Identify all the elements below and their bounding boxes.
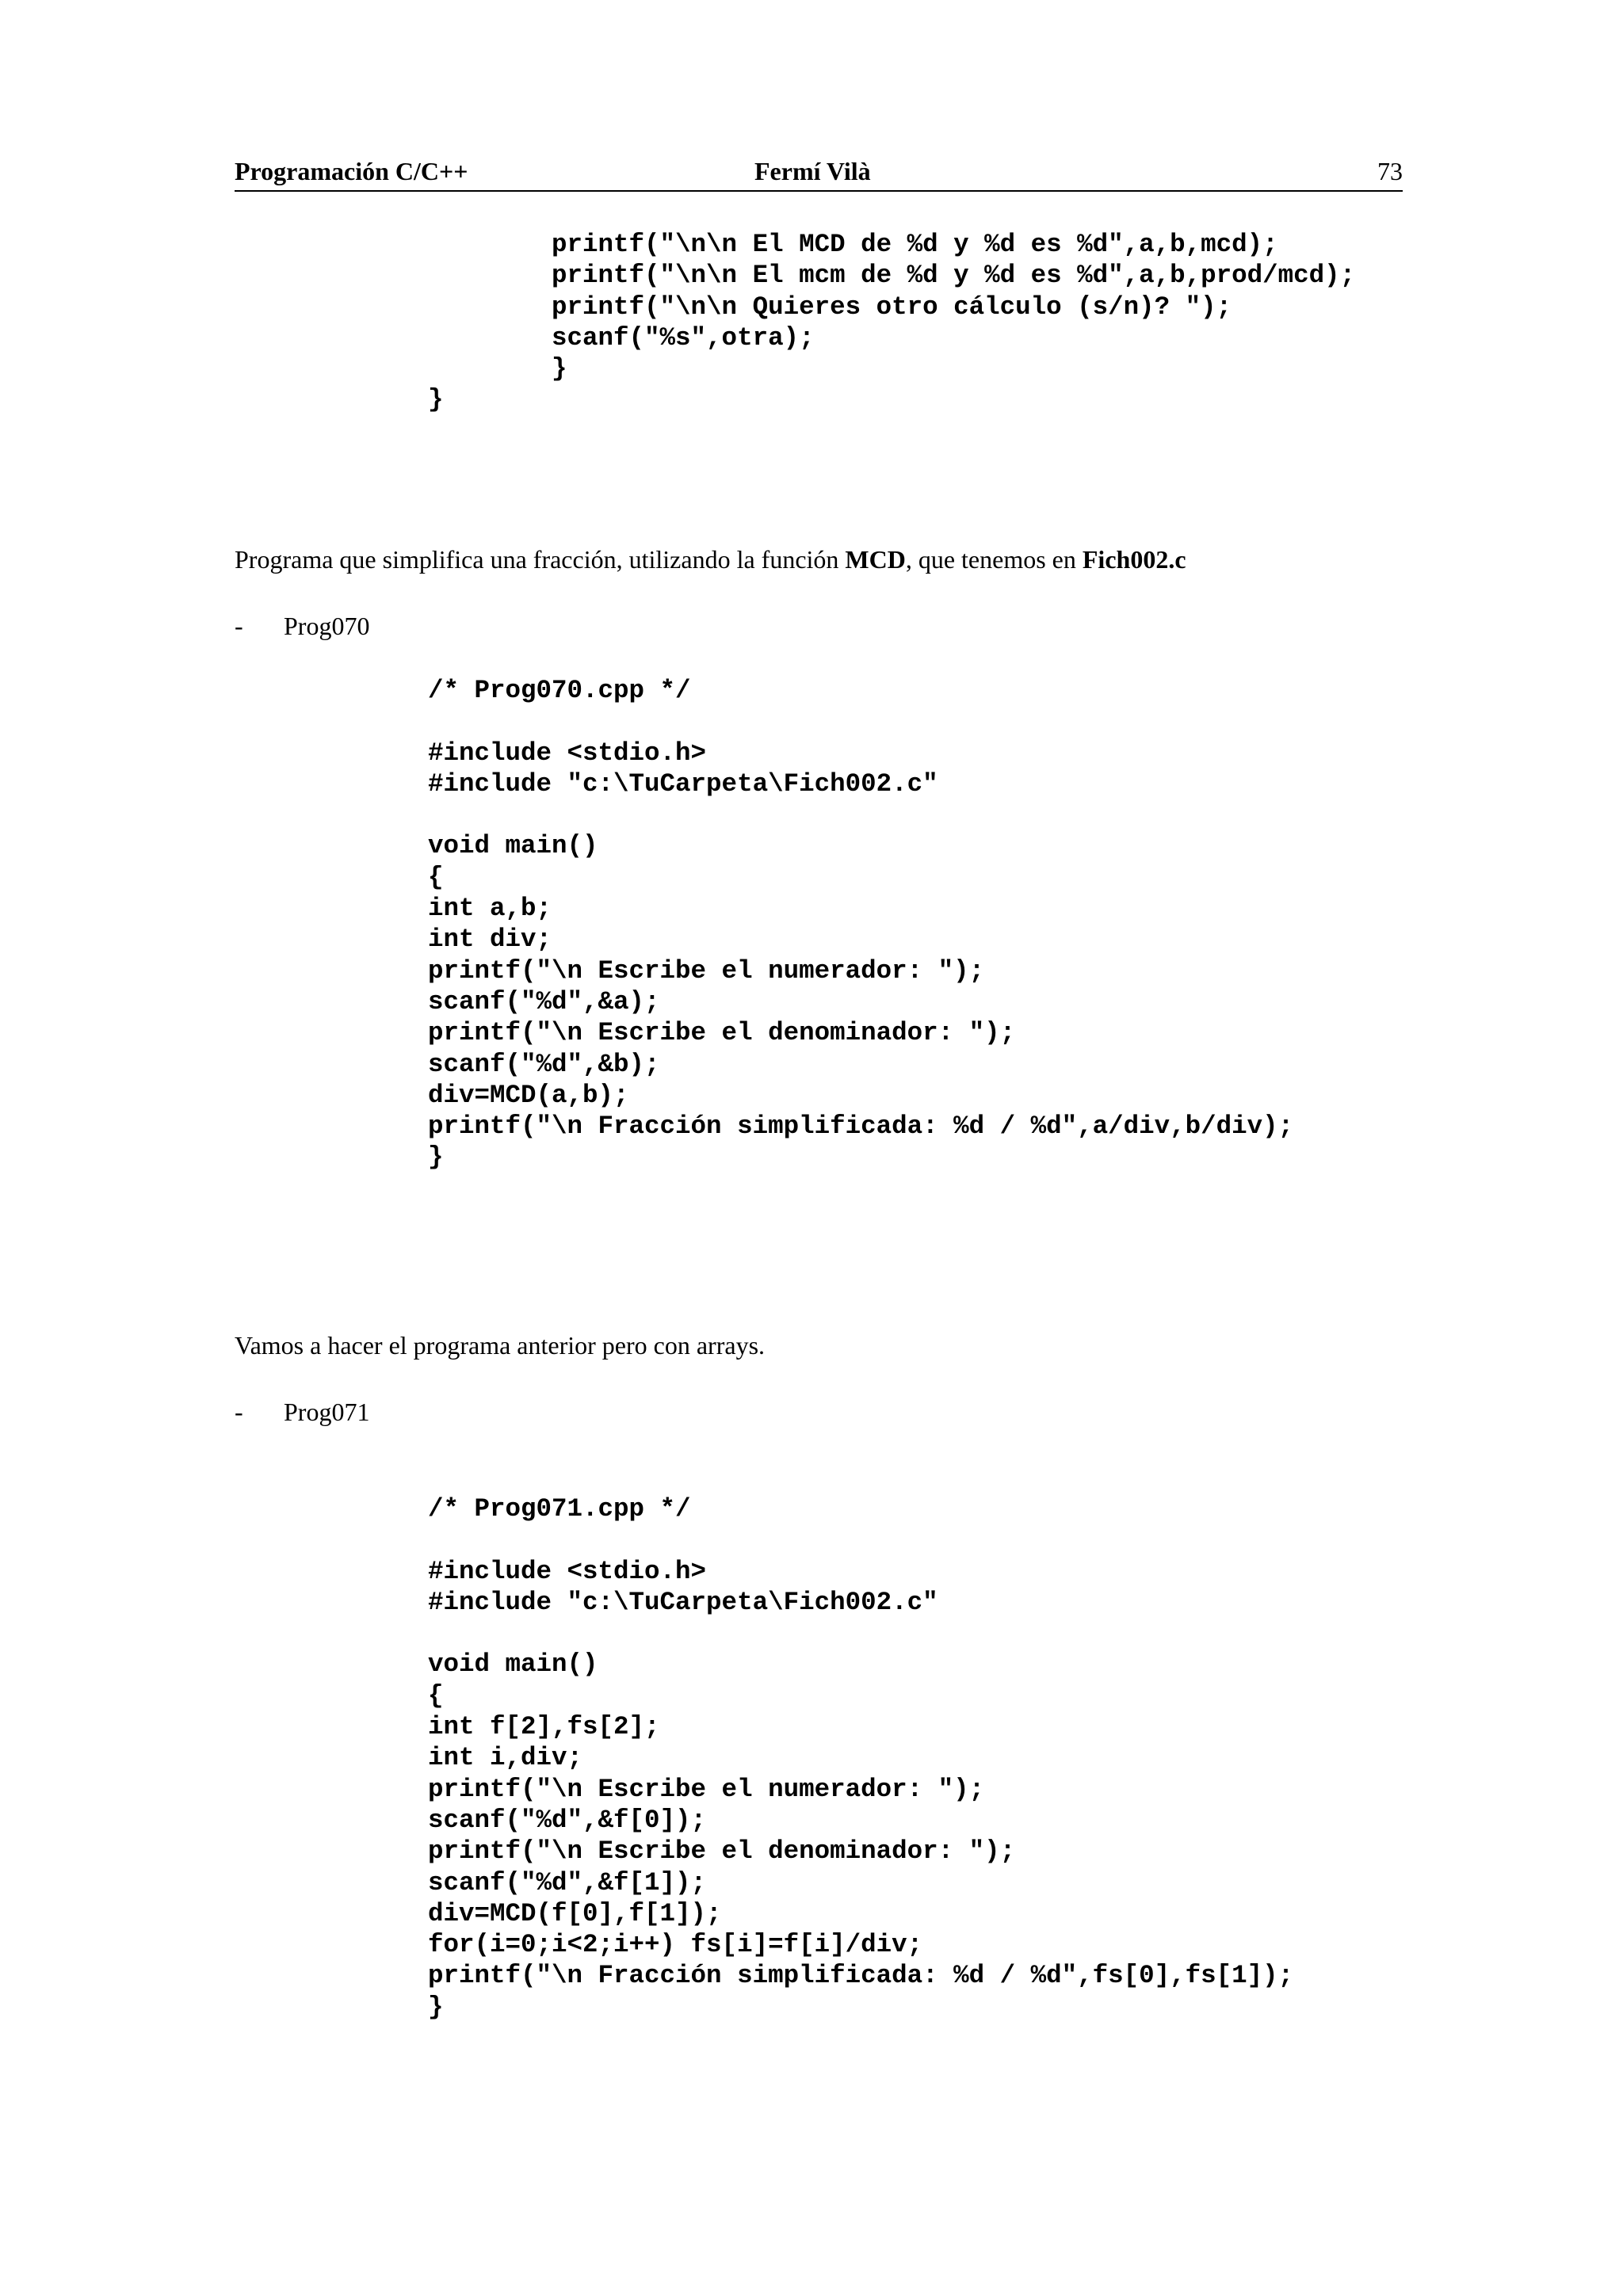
code-line: printf("\n\n El MCD de %d y %d es %d",a,b,mcd); (428, 230, 1278, 259)
code-line: scanf("%s",otra); (428, 322, 815, 353)
code-line: printf("\n Escribe el numerador: "); (428, 1774, 985, 1804)
code-line: int f[2],fs[2]; (428, 1712, 660, 1742)
code-line: scanf("%d",&f[0]); (428, 1805, 707, 1835)
code-line: } (428, 354, 567, 384)
code-line: { (428, 1680, 444, 1711)
code-line: div=MCD(f[0],f[1]); (428, 1898, 722, 1928)
code-line: printf("\n Escribe el denominador: "); (428, 1836, 1016, 1867)
paragraph-arrays: Vamos a hacer el programa anterior pero con arrays. (235, 1331, 766, 1360)
header-author: Fermí Vilà (754, 157, 871, 185)
code-line: } (428, 1992, 444, 2022)
list-dash: - (235, 1398, 243, 1426)
code-line: printf("\n Escribe el numerador: "); (428, 955, 985, 986)
code-line: int div; (428, 925, 552, 955)
code-block-prog070 (428, 675, 1293, 1173)
list-item-label: Prog071 (284, 1398, 370, 1426)
code-line: #include "c:\TuCarpeta\Fich002.c" (428, 769, 938, 799)
code-line: scanf("%d",&b); (428, 1049, 660, 1079)
code-line: #include <stdio.h> (428, 738, 707, 768)
header-page-number: 73 (1377, 157, 1403, 185)
list-dash: - (235, 612, 243, 640)
code-block-continuation (428, 229, 1355, 416)
code-line: } (428, 1142, 444, 1173)
code-line (428, 799, 1293, 830)
paragraph-bold-filename: Fich002.c (1082, 545, 1186, 574)
code-line: printf("\n\n Quieres otro cálculo (s/n)? "); (428, 292, 1232, 322)
code-line: scanf("%d",&a); (428, 986, 660, 1016)
code-line: #include <stdio.h> (428, 1556, 707, 1586)
code-line: printf("\n Escribe el denominador: "); (428, 1018, 1016, 1048)
list-item-label: Prog070 (284, 612, 370, 640)
code-line: int a,b; (428, 894, 552, 924)
code-block-prog071 (428, 1493, 1293, 2023)
code-line: void main() (428, 831, 598, 861)
code-line: printf("\n Fracción simplificada: %d / %d",a/div,b/div); (428, 1112, 1294, 1142)
paragraph-text-before: Programa que simplifica una fracción, utilizando la función (235, 545, 846, 574)
header-book-title: Programación C/C++ (235, 157, 468, 185)
code-line: /* Prog071.cpp */ (428, 1494, 691, 1524)
code-line: { (428, 862, 444, 892)
paragraph-simplify-fraction (235, 545, 1186, 574)
code-line: } (428, 385, 444, 415)
code-line: printf("\n\n El mcm de %d y %d es %d",a,b,prod/mcd); (428, 261, 1356, 291)
code-line: printf("\n Fracción simplificada: %d / %d",fs[0],fs[1]); (428, 1961, 1294, 1991)
code-line: for(i=0;i<2;i++) fs[i]=f[i]/div; (428, 1930, 923, 1960)
code-line: scanf("%d",&f[1]); (428, 1867, 707, 1897)
page-header (235, 157, 1403, 192)
code-line (428, 1618, 1293, 1649)
code-line: int i,div; (428, 1743, 583, 1773)
code-line: /* Prog070.cpp */ (428, 676, 691, 705)
code-line (428, 1524, 1293, 1555)
code-line: void main() (428, 1650, 598, 1680)
paragraph-text-middle: , que tenemos en (905, 545, 1083, 574)
code-line: #include "c:\TuCarpeta\Fich002.c" (428, 1587, 938, 1617)
code-line (428, 706, 1293, 737)
paragraph-bold-mcd: MCD (845, 545, 906, 574)
code-line: div=MCD(a,b); (428, 1080, 629, 1110)
